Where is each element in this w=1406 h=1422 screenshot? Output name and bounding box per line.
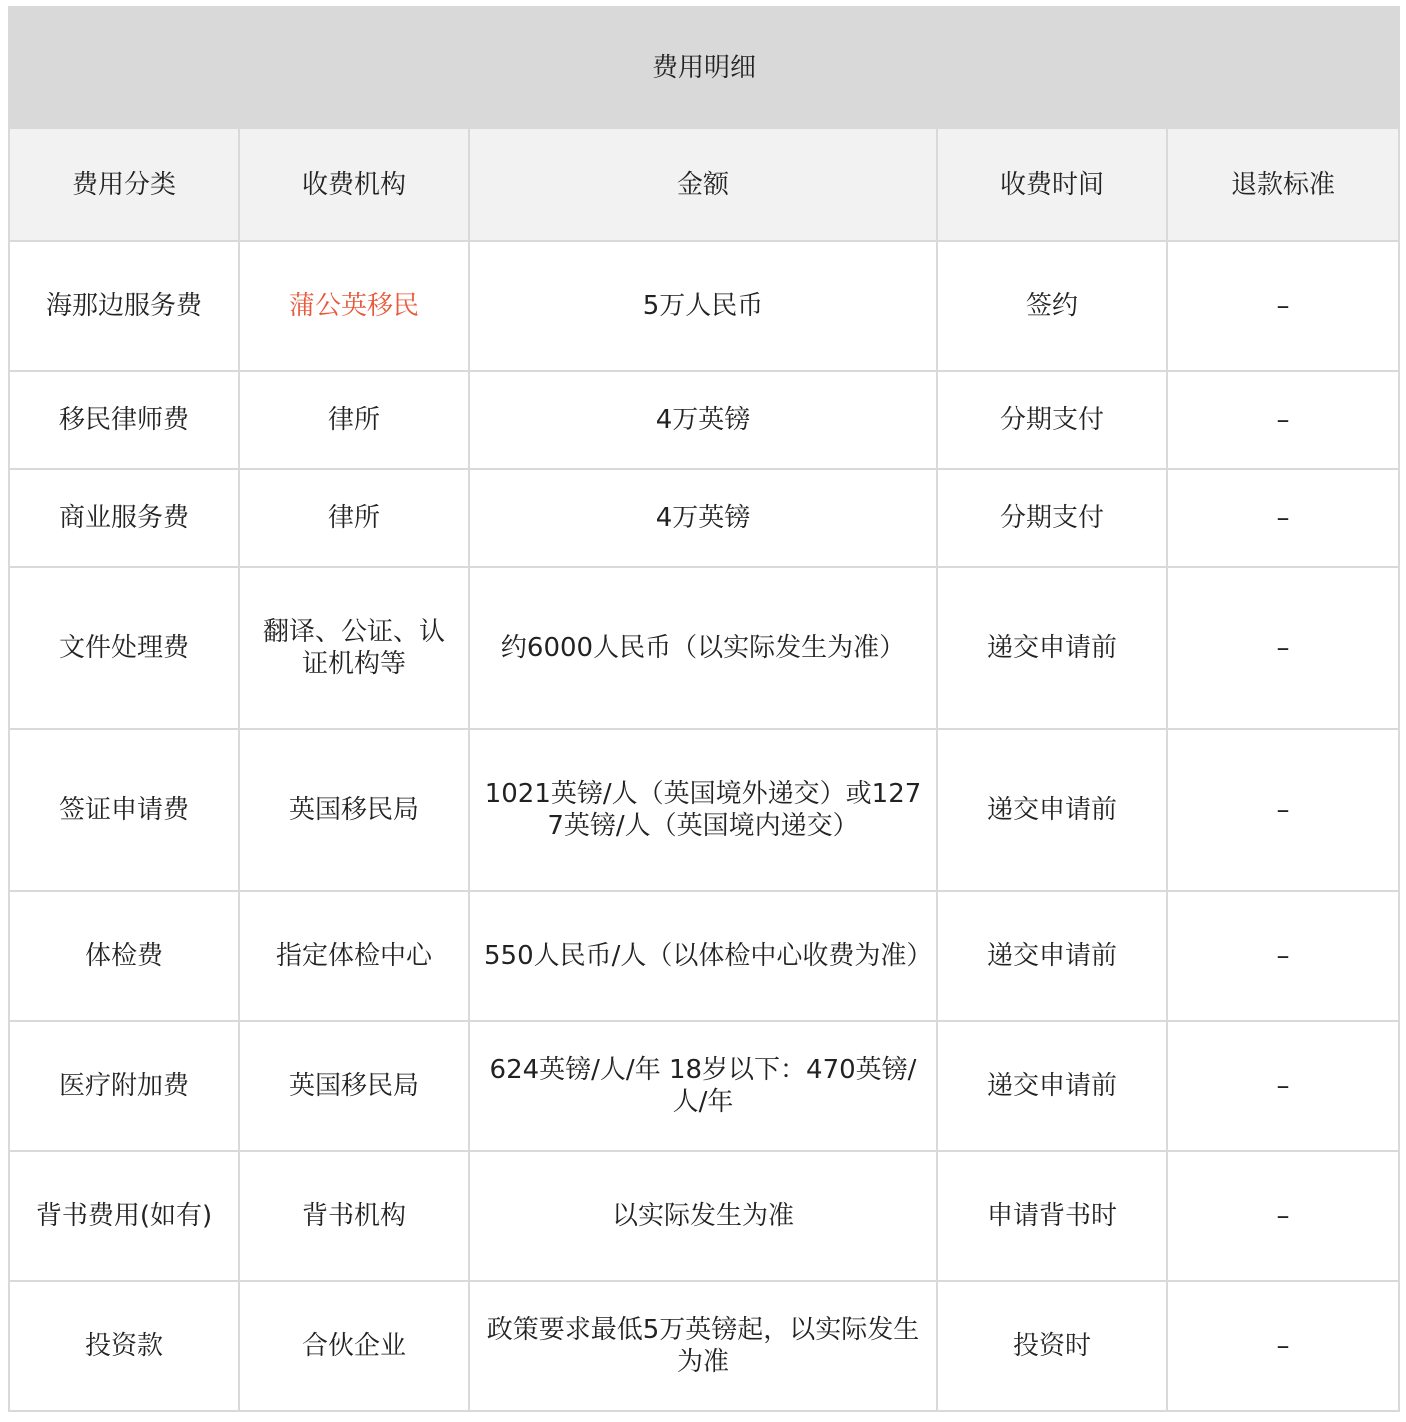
fee-table-container [8, 6, 1400, 1412]
column-header-category: 费用分类 [9, 128, 239, 241]
table-title-row [9, 7, 1399, 128]
cell-amount: 550人民币/人（以体检中心收费为准） [469, 891, 937, 1021]
table-body [9, 241, 1399, 1411]
cell-refund: – [1167, 1151, 1399, 1281]
table-row [9, 241, 1399, 371]
cell-agency: 英国移民局 [239, 729, 469, 891]
cell-category: 体检费 [9, 891, 239, 1021]
cell-agency: 指定体检中心 [239, 891, 469, 1021]
fee-details-table [8, 6, 1400, 1412]
table-row [9, 1151, 1399, 1281]
cell-category: 移民律师费 [9, 371, 239, 469]
column-header-agency: 收费机构 [239, 128, 469, 241]
cell-category: 海那边服务费 [9, 241, 239, 371]
table-row [9, 567, 1399, 729]
cell-time: 分期支付 [937, 469, 1167, 567]
cell-agency: 律所 [239, 469, 469, 567]
table-title: 费用明细 [9, 7, 1399, 128]
cell-agency: 律所 [239, 371, 469, 469]
cell-refund: – [1167, 891, 1399, 1021]
cell-refund: – [1167, 1281, 1399, 1411]
table-row [9, 729, 1399, 891]
cell-amount: 4万英镑 [469, 371, 937, 469]
cell-refund: – [1167, 1021, 1399, 1151]
cell-category: 签证申请费 [9, 729, 239, 891]
cell-amount: 1021英镑/人（英国境外递交）或1277英镑/人（英国境内递交） [469, 729, 937, 891]
cell-agency: 背书机构 [239, 1151, 469, 1281]
cell-agency: 蒲公英移民 [239, 241, 469, 371]
cell-time: 分期支付 [937, 371, 1167, 469]
cell-agency: 合伙企业 [239, 1281, 469, 1411]
cell-category: 文件处理费 [9, 567, 239, 729]
cell-refund: – [1167, 371, 1399, 469]
cell-refund: – [1167, 729, 1399, 891]
column-header-amount: 金额 [469, 128, 937, 241]
table-row [9, 469, 1399, 567]
column-header-refund: 退款标准 [1167, 128, 1399, 241]
cell-time: 投资时 [937, 1281, 1167, 1411]
cell-time: 递交申请前 [937, 567, 1167, 729]
cell-agency: 翻译、公证、认证机构等 [239, 567, 469, 729]
cell-refund: – [1167, 567, 1399, 729]
cell-time: 递交申请前 [937, 729, 1167, 891]
cell-time: 递交申请前 [937, 891, 1167, 1021]
cell-amount: 624英镑/人/年 18岁以下：470英镑/人/年 [469, 1021, 937, 1151]
cell-category: 背书费用(如有) [9, 1151, 239, 1281]
cell-refund: – [1167, 469, 1399, 567]
cell-amount: 约6000人民币（以实际发生为准） [469, 567, 937, 729]
cell-amount: 政策要求最低5万英镑起，以实际发生为准 [469, 1281, 937, 1411]
table-row [9, 1021, 1399, 1151]
column-header-time: 收费时间 [937, 128, 1167, 241]
table-row [9, 891, 1399, 1021]
cell-amount: 以实际发生为准 [469, 1151, 937, 1281]
table-row [9, 1281, 1399, 1411]
cell-amount: 4万英镑 [469, 469, 937, 567]
cell-category: 医疗附加费 [9, 1021, 239, 1151]
cell-refund: – [1167, 241, 1399, 371]
cell-time: 申请背书时 [937, 1151, 1167, 1281]
cell-category: 投资款 [9, 1281, 239, 1411]
cell-agency: 英国移民局 [239, 1021, 469, 1151]
cell-time: 签约 [937, 241, 1167, 371]
cell-category: 商业服务费 [9, 469, 239, 567]
cell-time: 递交申请前 [937, 1021, 1167, 1151]
table-header-row [9, 128, 1399, 241]
table-row [9, 371, 1399, 469]
cell-amount: 5万人民币 [469, 241, 937, 371]
